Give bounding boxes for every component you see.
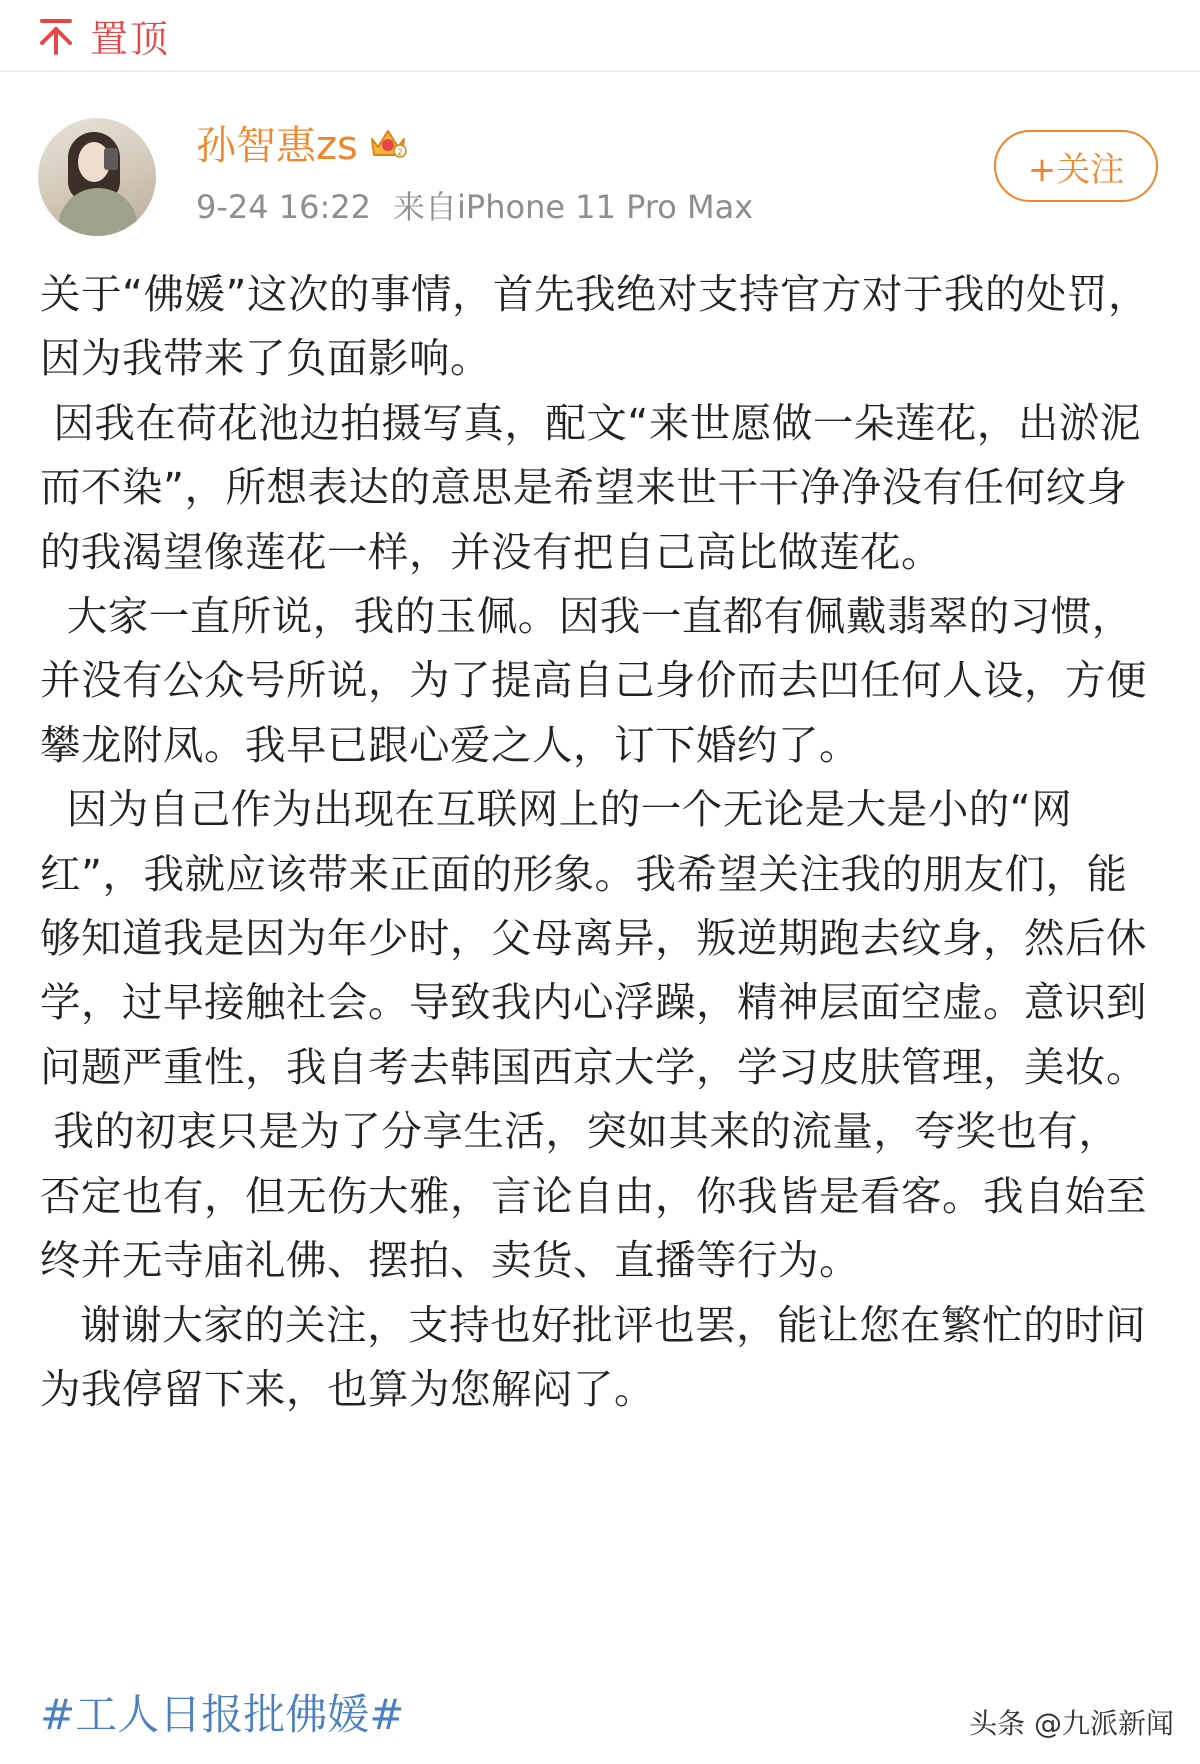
post-paragraph: 关于“佛媛”这次的事情，首先我绝对支持官方对于我的处罚，因为我带来了负面影响。: [40, 270, 1149, 383]
post-paragraph: 我的初衷只是为了分享生活，突如其来的流量，夸奖也有，否定也有，但无伤大雅，言论自由，你我皆是看客。我自始至终并无寺庙礼佛、摆拍、卖货、直播等行为。: [40, 1107, 1147, 1285]
post-paragraph: 因为自己作为出现在互联网上的一个无论是大是小的“网红”，我就应该带来正面的形象。我希望关注我的朋友们，能够知道我是因为年少时，父母离异，叛逆期跑去纹身，然后休学，过早接触社会。导致我内心浮躁，精神层面空虚。意识到问题严重性，我自考去韩国西京大学，学习皮肤管理，美妆。: [40, 785, 1147, 1091]
follow-button[interactable]: [994, 130, 1158, 202]
crown-badge-icon: [368, 125, 408, 161]
source-watermark: 头条 @九派新闻: [969, 1707, 1174, 1740]
follow-button-label: +关注: [1027, 149, 1125, 190]
pinned-label: 置顶: [90, 16, 171, 61]
hashtag-link[interactable]: #工人日报批佛媛#: [40, 1690, 405, 1739]
user-name[interactable]: 孙智惠zs: [196, 123, 358, 169]
post-header: [0, 110, 1200, 240]
post-paragraph: 谢谢大家的关注，支持也好批评也罢，能让您在繁忙的时间为我停留下来，也算为您解闷了。: [40, 1300, 1147, 1413]
svg-text:2: 2: [396, 147, 403, 158]
post-paragraph: 因我在荷花池边拍摄写真，配文“来世愿做一朵莲花，出淤泥而不染”，所想表达的意思是希望来世干干净净没有任何纹身的我渴望像莲花一样，并没有把自己高比做莲花。: [40, 398, 1141, 576]
post-time: 9-24 16:22: [196, 188, 372, 226]
post-meta: [196, 182, 753, 228]
pin-top-icon: [34, 13, 78, 57]
post-source: 来自iPhone 11 Pro Max: [393, 188, 754, 226]
avatar[interactable]: [38, 118, 156, 236]
post-paragraph: 大家一直所说，我的玉佩。因我一直都有佩戴翡翠的习惯，并没有公众号所说，为了提高自己身价而去凹任何人设，方便攀龙附凤。我早已跟心爱之人，订下婚约了。: [40, 592, 1147, 769]
user-name-row: [196, 114, 408, 171]
post-content: [40, 262, 1158, 1421]
pinned-header: [0, 0, 1200, 72]
